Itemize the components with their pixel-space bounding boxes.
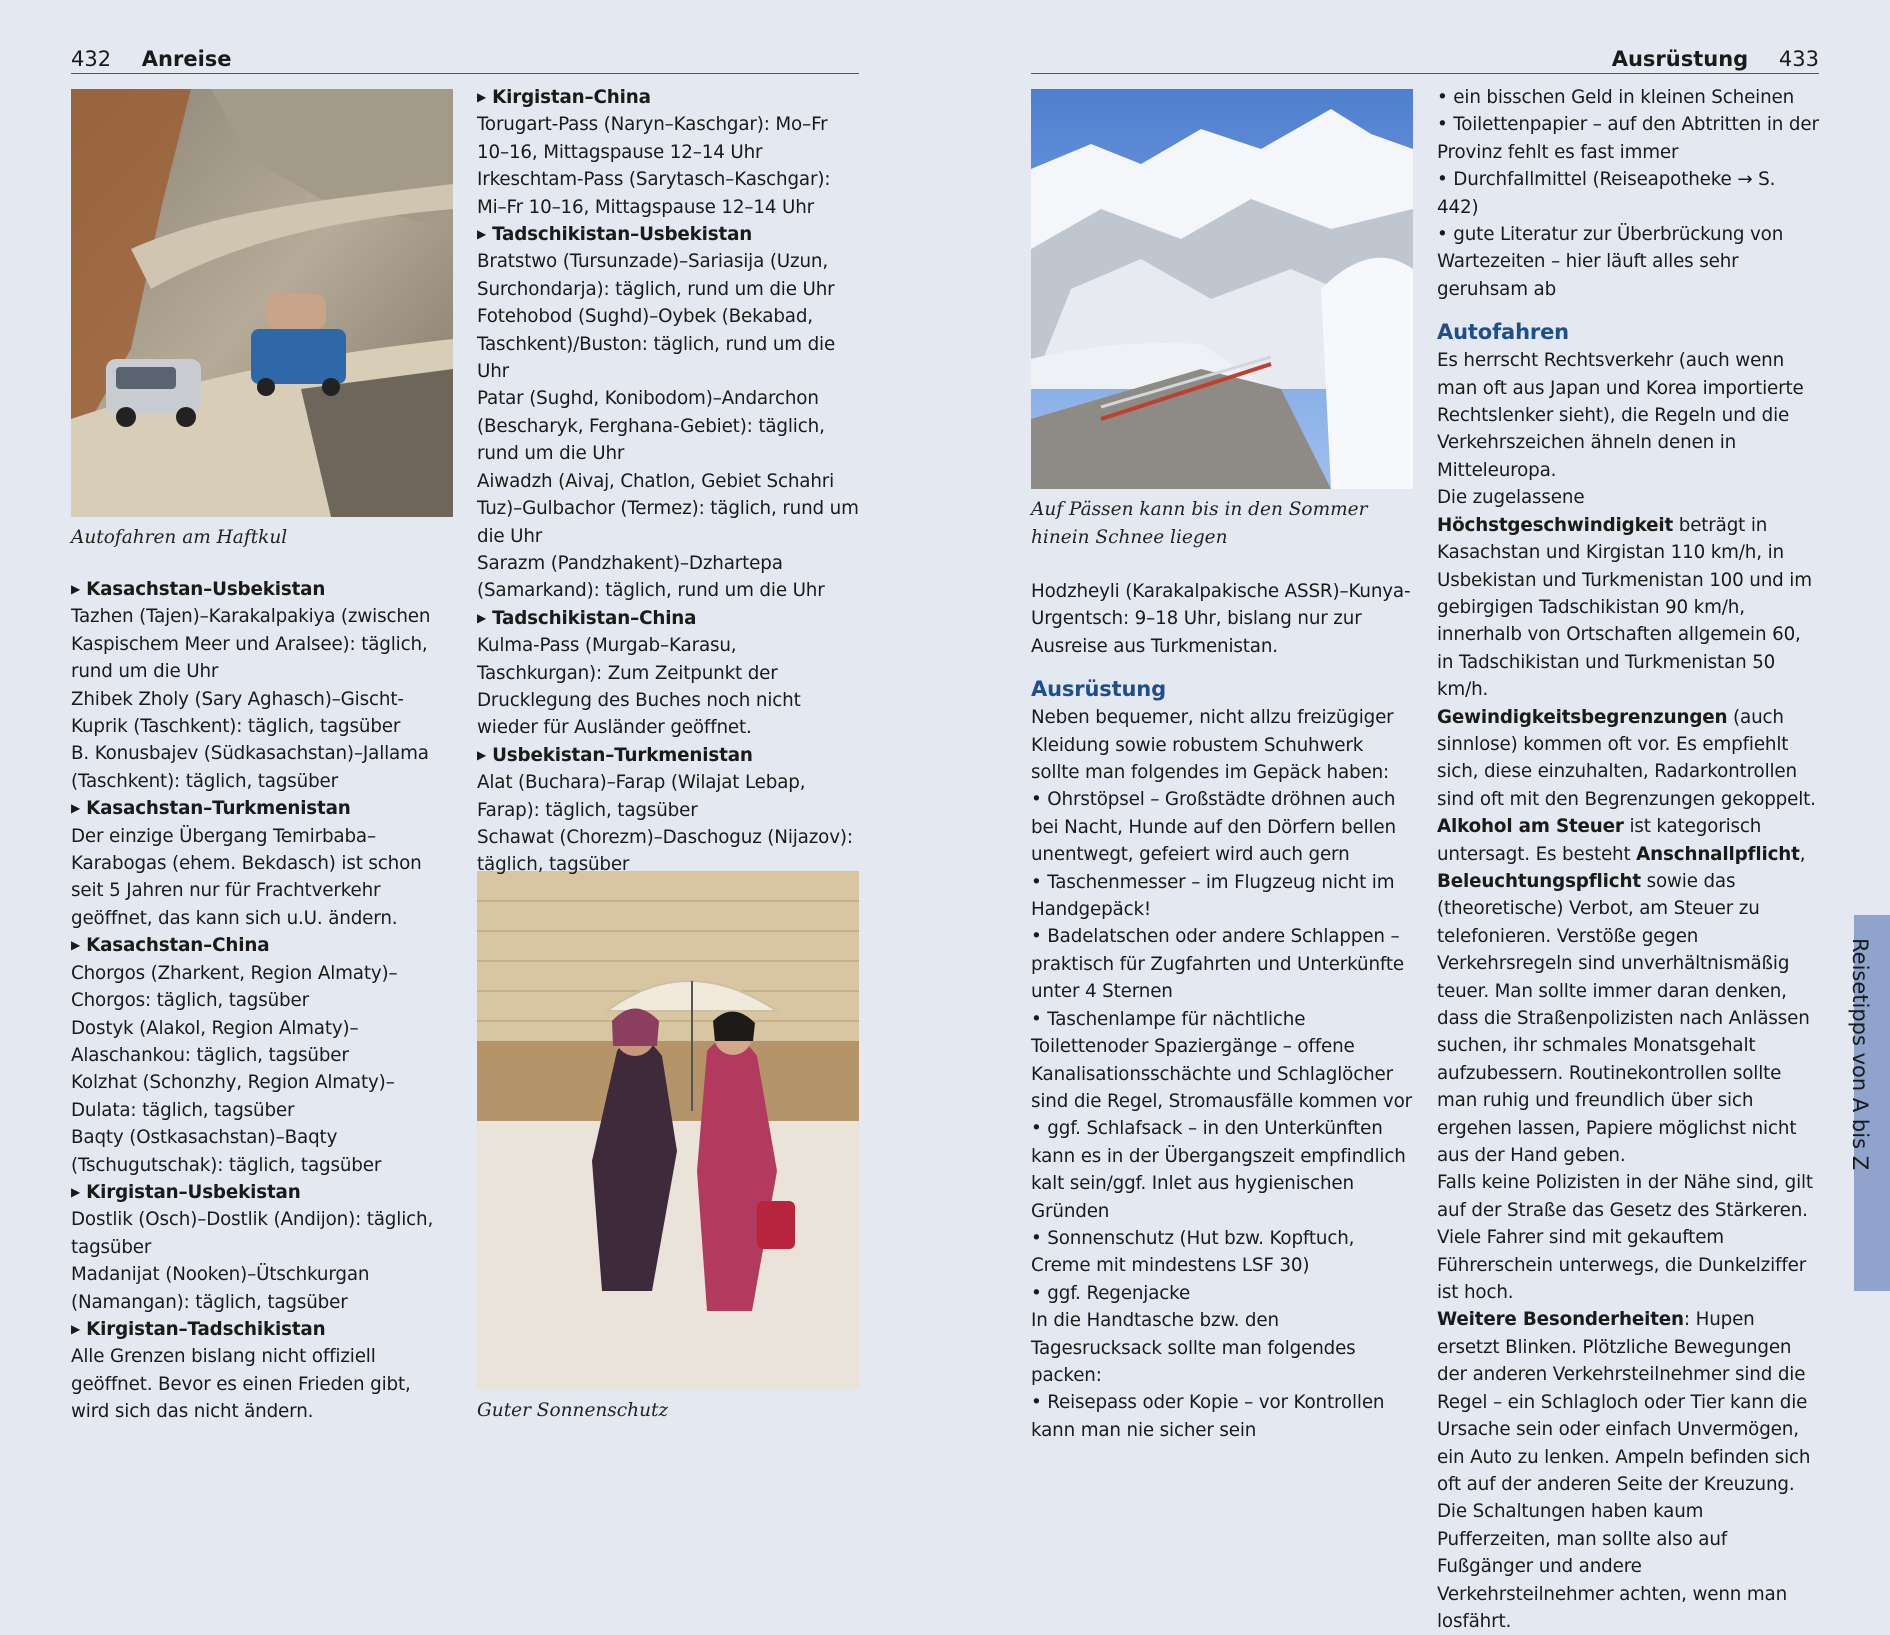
triangle-bullet-icon: ▶ <box>477 90 487 104</box>
column-right-2 <box>1437 84 1819 1635</box>
caption-photo-snow-pass: Auf Pässen kann bis in den Sommer hinein Schnee liegen <box>1031 499 1368 548</box>
column-left-2 <box>477 84 859 879</box>
triangle-bullet-icon: ▶ <box>477 747 487 762</box>
bold-term: Anschnallpflicht <box>1636 843 1800 865</box>
paragraph: Aiwadzh (Aivaj, Chatlon, Gebiet Schahri Tuz)–Gulbachor (Termez): täglich, rund um die Uhr <box>477 470 859 547</box>
text-run: sowie das (theoretische) Verbot, am Steuer zu telefonieren. Verstöße gegen Verkehrsregeln sind unverhältnismäßig teuer. Man sollte immer daran denken, dass die Straßenpolizisten nach Anlässen suchen, ihr schmales Monatsgehalt aufzubessern. Routinekontrollen sollte man ruhig und freundlich über sich ergehen lassen, Papiere möglichst nicht aus der Hand geben. <box>1437 870 1810 1167</box>
subheading <box>477 605 859 632</box>
text-run: : Hupen ersetzt Blinken. Plötzliche Bewegungen der anderen Verkehrsteilnehmer sind die Regel – ein Schlagloch oder Tier kann die Ursache sein oder einfach Unvermögen, ein Auto zu lenken. Ampeln befinden sich oft auf der anderen Seite der Kreuzung. Die Schaltungen haben kaum Pufferzeiten, man sollte also auf Fußgänger und andere Verkehrsteilnehmer achten, wenn man losfährt. <box>1437 1309 1811 1632</box>
triangle-bullet-icon: ▶ <box>71 1321 81 1336</box>
subheading-text: Kirgistan–Usbekistan <box>86 1181 301 1203</box>
side-tab-label: Reisetipps von A bis Z <box>1848 938 1872 1171</box>
paragraph: Sarazm (Pandzhakent)–Dzhartepa (Samarkand): täglich, rund um die Uhr <box>477 552 825 602</box>
paragraph: Zhibek Zholy (Sary Aghasch)–Gischt-Kuprik (Taschkent): täglich, tagsüber <box>71 688 404 738</box>
section-heading: Ausrüstung <box>1031 677 1166 702</box>
triangle-bullet-icon: ▶ <box>477 610 487 625</box>
paragraph: Dostyk (Alakol, Region Almaty)–Alaschankou: täglich, tagsüber <box>71 1017 359 1066</box>
header-rule-right <box>1031 73 1819 74</box>
section-title-left: Anreise <box>141 47 232 71</box>
text-run: beträgt in Kasachstan und Kirgistan 110 km/h, in Usbekistan und Turkmenistan 100 und im gebirgigen Tadschikistan 90 km/h, innerhalb von Ortschaften allgemein 60, in Tadschikistan und Turkmenistan 50 km/h. <box>1437 514 1812 701</box>
section-title-right: Ausrüstung <box>1611 47 1749 71</box>
photo-sun-umbrella <box>477 871 859 1389</box>
paragraph: Baqty (Ostkasachstan)–Baqty (Tschugutschak): täglich, tagsüber <box>71 1127 382 1176</box>
paragraph: Alat (Buchara)–Farap (Wilajat Lebap, Farap): täglich, tagsüber <box>477 772 806 821</box>
bullet-item: • Reisepass oder Kopie – vor Kontrollen kann man nie sicher sein <box>1031 1392 1385 1441</box>
right-page-header <box>1612 44 1819 74</box>
subheading-text: Usbekistan–Turkmenistan <box>492 744 753 766</box>
bold-term: Alkohol am Steuer <box>1437 816 1624 838</box>
paragraph: Bratstwo (Tursunzade)–Sariasija (Uzun, Surchondarja): täglich, rund um die Uhr <box>477 251 835 300</box>
text-run: , <box>1799 843 1806 865</box>
subheading <box>71 576 453 603</box>
paragraph: Madanijat (Nooken)–Ütschkurgan (Namangan): täglich, tagsüber <box>71 1264 370 1313</box>
subheading-text: Kasachstan–Turkmenistan <box>86 798 351 820</box>
header-rule-left <box>71 73 859 74</box>
subheading <box>477 742 859 769</box>
paragraph: B. Konusbajev (Südkasachstan)–Jallama (Taschkent): täglich, tagsüber <box>71 743 429 792</box>
side-tab-label-box <box>1846 938 1882 1288</box>
bold-term: Höchstgeschwindigkeit <box>1437 514 1674 536</box>
bullet-item: • ggf. Regenjacke <box>1031 1282 1191 1304</box>
paragraph: Kulma-Pass (Murgab–Karasu, Taschkurgan): Zum Zeitpunkt der Drucklegung des Buches noch nicht wieder für Ausländer geöffnet. <box>477 635 801 739</box>
subheading <box>71 932 453 959</box>
photo-mountain-road <box>71 89 453 517</box>
paragraph: Patar (Sughd, Konibodom)–Andarchon (Bescharyk, Ferghana-Gebiet): täglich, rund um die Uhr <box>477 388 825 465</box>
left-page-header <box>71 44 232 74</box>
subheading <box>477 84 859 111</box>
subheading <box>477 221 859 248</box>
text-run: Die zugelassene <box>1437 487 1585 509</box>
bullet-item: • ggf. Schlafsack – in den Unterkünften kann es in der Übergangszeit empfindlich kalt sein/ggf. Inlet aus hygienischen Gründen <box>1031 1118 1406 1222</box>
bullet-item: • Taschenmesser – im Flugzeug nicht im Handgepäck! <box>1031 871 1395 921</box>
photo-snow-pass <box>1031 89 1413 489</box>
subheading-text: Kasachstan–China <box>86 935 270 957</box>
page-number-left: 432 <box>71 47 112 71</box>
text-run: ist kategorisch untersagt. Es besteht <box>1437 816 1762 865</box>
bold-term: Beleuchtungspflicht <box>1437 870 1641 892</box>
subheading-text: Kirgistan–Tadschikistan <box>86 1318 326 1340</box>
bold-term: Weitere Besonderheiten <box>1437 1309 1684 1331</box>
bullet-item: • ein bisschen Geld in kleinen Scheinen <box>1437 87 1795 108</box>
paragraph: Neben bequemer, nicht allzu freizügiger Kleidung sowie robustem Schuhwerk sollte man folgendes im Gepäck haben: <box>1031 707 1394 784</box>
photo-mountain-road-image <box>71 89 453 517</box>
paragraph: Falls keine Polizisten in der Nähe sind, gilt auf der Straße das Gesetz des Stärkeren. Viele Fahrer sind mit gekauftem Führerschein unterwegs, die Dunkelziffer ist hoch. <box>1437 1172 1813 1304</box>
triangle-bullet-icon: ▶ <box>71 1184 81 1199</box>
page-number-right: 433 <box>1778 47 1819 71</box>
paragraph <box>1437 704 1819 814</box>
subheading <box>71 1316 453 1343</box>
paragraph: Irkeschtam-Pass (Sarytasch–Kaschgar): Mi–Fr 10–16, Mittagspause 12–14 Uhr <box>477 169 831 218</box>
triangle-bullet-icon: ▶ <box>71 801 81 816</box>
bullet-item: • Toilettenpapier – auf den Abtritten in der Provinz fehlt es fast immer <box>1437 114 1819 163</box>
bullet-item: • gute Literatur zur Überbrückung von Wartezeiten – hier läuft alles sehr geruhsam ab <box>1437 224 1784 300</box>
paragraph: Hodzheyli (Karakalpakische ASSR)–Kunya-Urgentsch: 9–18 Uhr, bislang nur zur Ausreise aus Turkmenistan. <box>1031 581 1411 657</box>
paragraph: Torugart-Pass (Naryn–Kaschgar): Mo–Fr 10–16, Mittagspause 12–14 Uhr <box>477 114 828 163</box>
paragraph: Kolzhat (Schonzhy, Region Almaty)–Dulata: täglich, tagsüber <box>71 1072 395 1121</box>
paragraph: Es herrscht Rechtsverkehr (auch wenn man oft aus Japan und Korea importierte Rechtslenker sieht), die Regeln und die Verkehrszeichen ähneln denen in Mitteleuropa. <box>1437 350 1804 481</box>
subheading <box>71 795 453 822</box>
triangle-bullet-icon: ▶ <box>71 582 81 596</box>
caption-photo-sun-umbrella: Guter Sonnenschutz <box>477 1400 669 1421</box>
paragraph: Alle Grenzen bislang nicht offiziell geöffnet. Bevor es einen Frieden gibt, wird sich das nicht ändern. <box>71 1346 411 1423</box>
subheading-text: Kirgistan–China <box>492 87 651 108</box>
caption-photo-mountain-road: Autofahren am Haftkul <box>71 527 288 548</box>
photo-sun-umbrella-image <box>477 871 859 1389</box>
bold-term: Gewindigkeitsbegrenzungen <box>1437 706 1728 728</box>
triangle-bullet-icon: ▶ <box>477 227 487 242</box>
subheading-text: Tadschikistan–Usbekistan <box>492 224 753 246</box>
subheading-text: Tadschikistan–China <box>492 607 697 629</box>
column-right-1 <box>1031 578 1413 1444</box>
section-heading: Autofahren <box>1437 320 1569 345</box>
bullet-item: • Taschenlampe für nächtliche Toilettenoder Spaziergänge – offene Kanalisationsschächte und Schlaglöcher sind die Regel, Stromausfälle kommen vor <box>1031 1008 1412 1112</box>
paragraph <box>1437 484 1819 703</box>
paragraph: Der einzige Übergang Temirbaba–Karabogas (ehem. Bekdasch) ist schon seit 5 Jahren nur für Frachtverkehr geöffnet, das kann sich u.U. ändern. <box>71 825 422 929</box>
triangle-bullet-icon: ▶ <box>71 938 81 953</box>
paragraph <box>1437 813 1819 1169</box>
text-run: (auch sinnlose) kommen oft vor. Es empfiehlt sich, diese einzuhalten, Radarkontrollen sind oft mit den Begrenzungen gekoppelt. <box>1437 706 1816 810</box>
subheading <box>71 1179 453 1206</box>
subheading-text: Kasachstan–Usbekistan <box>86 579 326 600</box>
paragraph <box>1437 1306 1819 1635</box>
paragraph: Chorgos (Zharkent, Region Almaty)–Chorgos: täglich, tagsüber <box>71 962 398 1012</box>
photo-snow-pass-image <box>1031 89 1413 489</box>
paragraph: Dostlik (Osch)–Dostlik (Andijon): täglich, tagsüber <box>71 1209 434 1258</box>
column-left-1 <box>71 576 453 1426</box>
paragraph: Tazhen (Tajen)–Karakalpakiya (zwischen Kaspischem Meer und Aralsee): täglich, rund um die Uhr <box>71 606 431 683</box>
bullet-item: • Ohrstöpsel – Großstädte dröhnen auch bei Nacht, Hunde auf den Dörfern bellen unentwegt, gefeiert wird auch gern <box>1031 789 1396 866</box>
bullet-item: • Sonnenschutz (Hut bzw. Kopftuch, Creme mit mindestens LSF 30) <box>1031 1227 1355 1277</box>
paragraph: Schawat (Chorezm)–Daschoguz (Nijazov): täglich, tagsüber <box>477 826 853 876</box>
bullet-item: • Durchfallmittel (Reiseapotheke → S. 442) <box>1437 169 1776 218</box>
paragraph: In die Handtasche bzw. den Tagesrucksack sollte man folgendes packen: <box>1031 1310 1356 1386</box>
bullet-item: • Badelatschen oder andere Schlappen – praktisch für Zugfahrten und Unterkünfte unter 4 Sternen <box>1031 926 1404 1003</box>
paragraph: Fotehobod (Sughd)–Oybek (Bekabad, Taschkent)/Buston: täglich, rund um die Uhr <box>477 306 836 383</box>
